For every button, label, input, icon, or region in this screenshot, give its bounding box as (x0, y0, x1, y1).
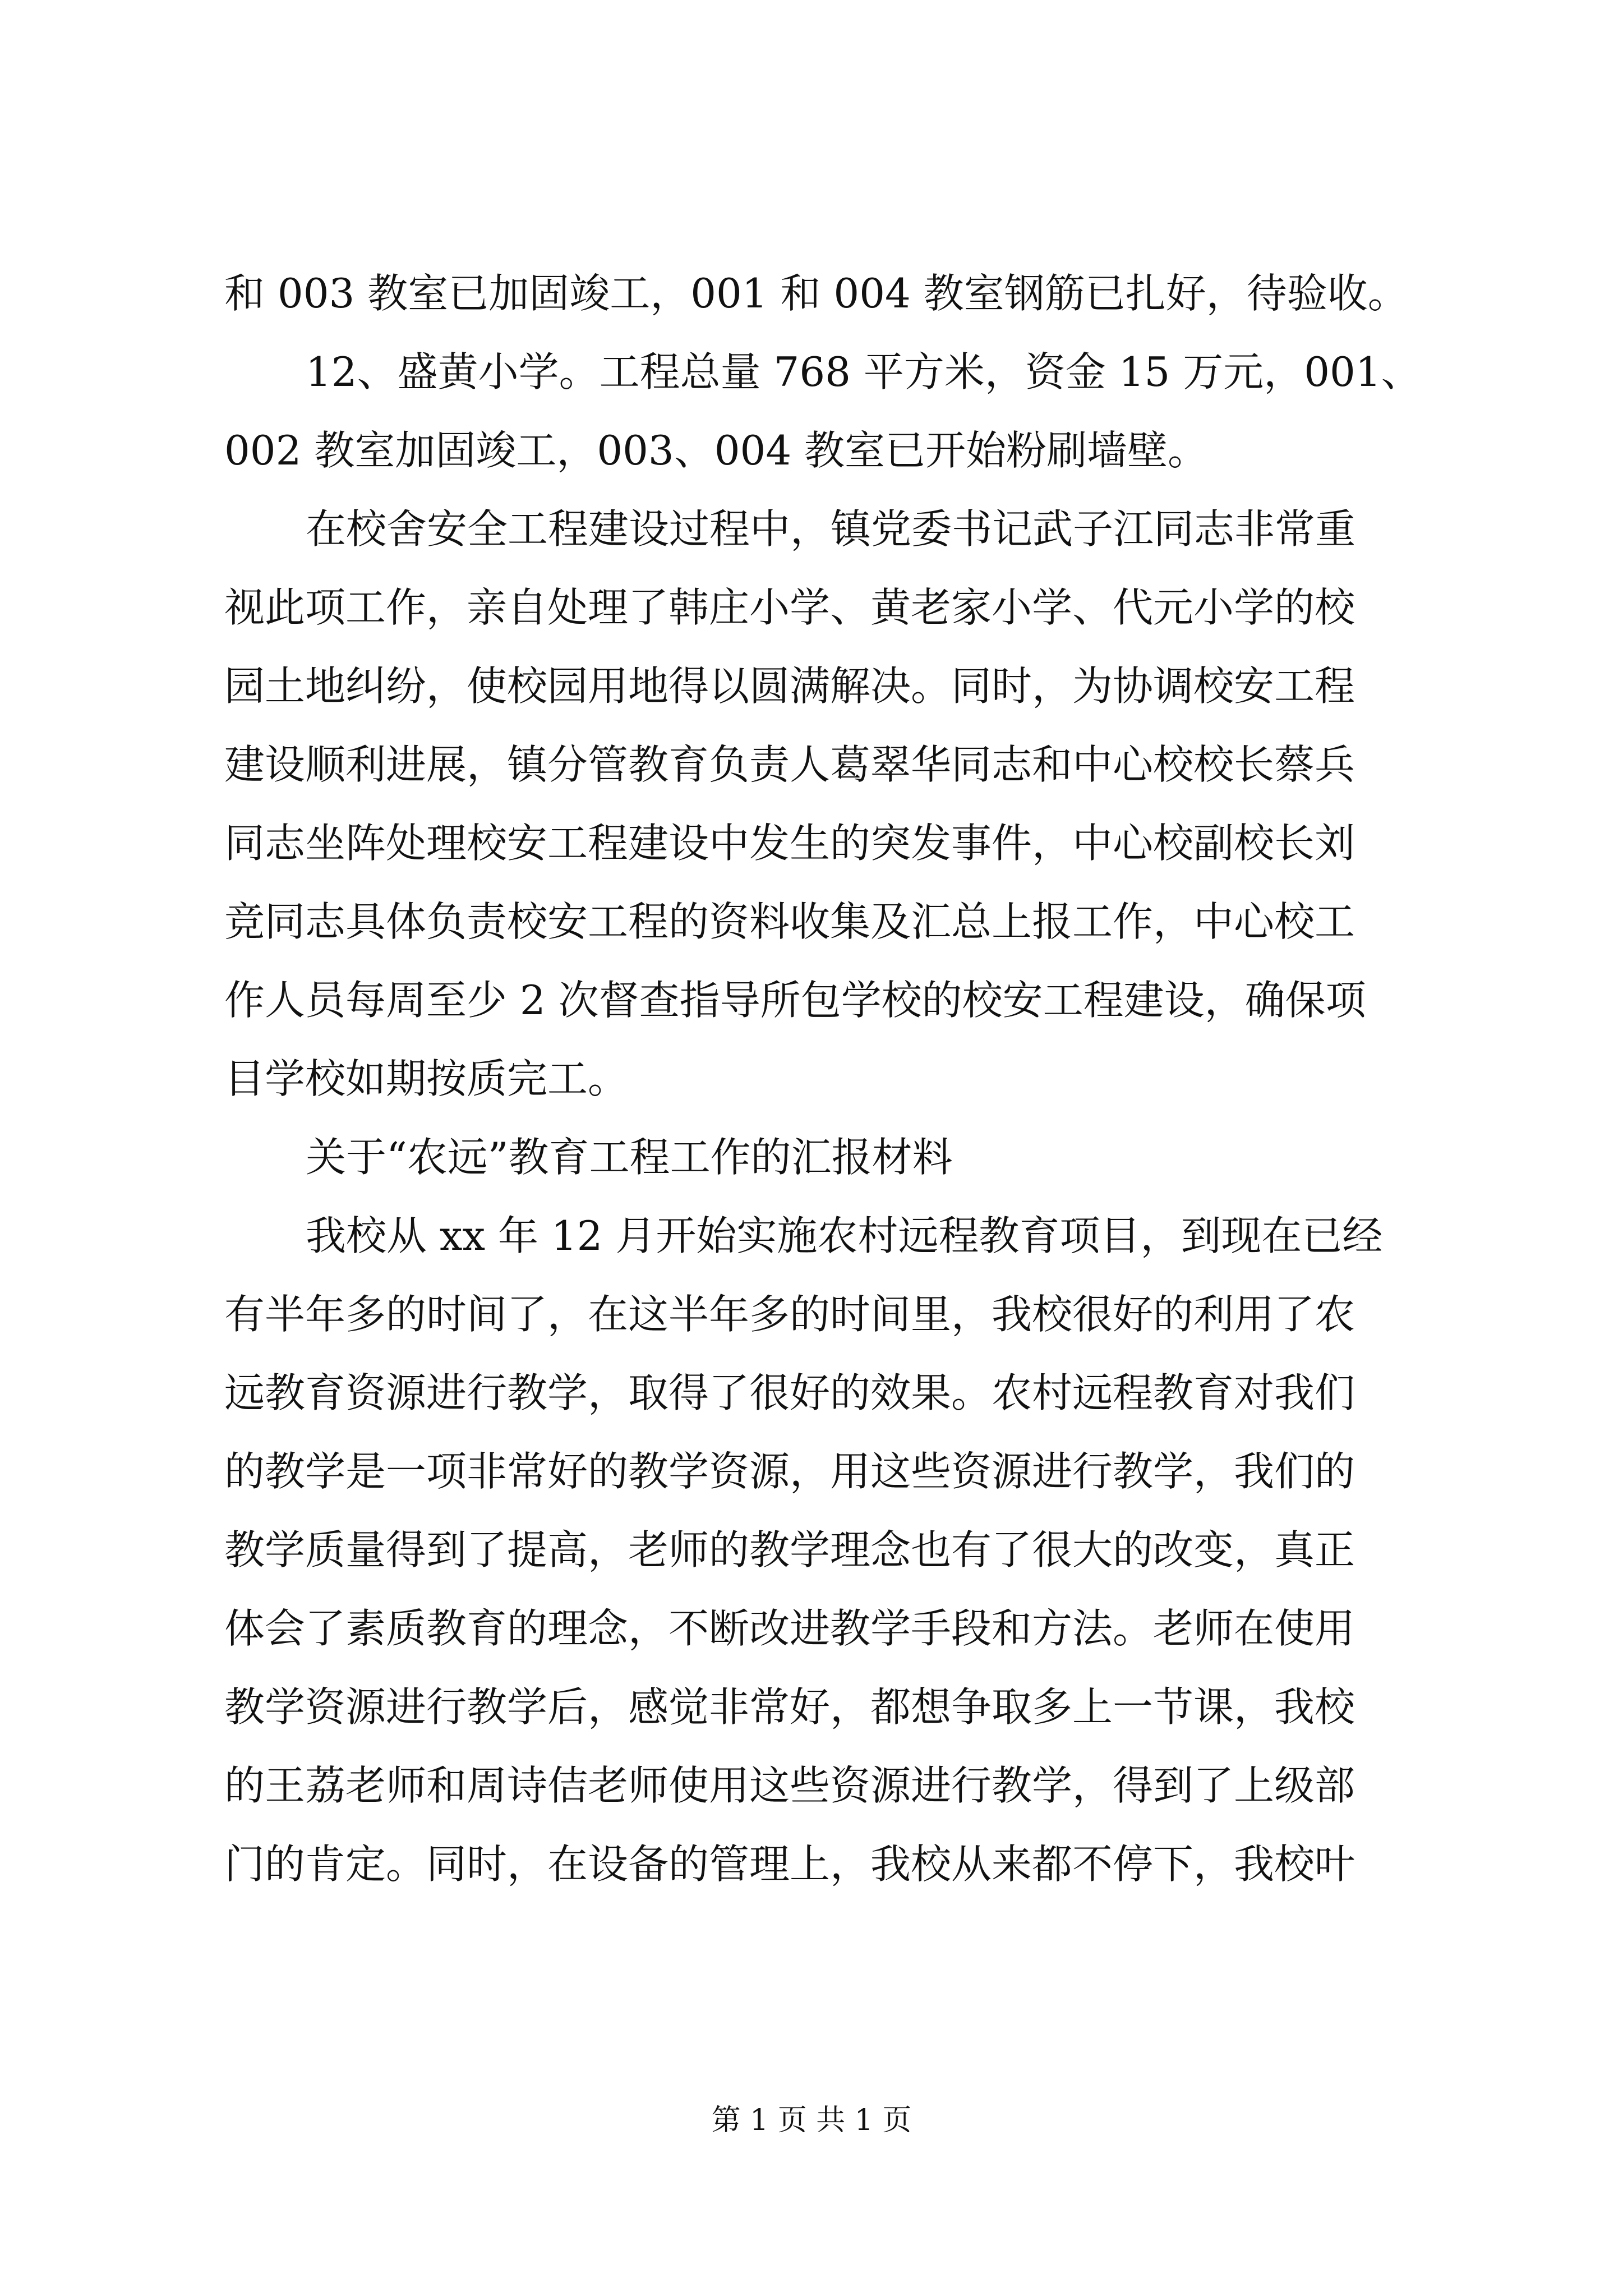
text-line: 作人员每周至少 2 次督查指导所包学校的校安工程建设，确保项 (224, 977, 1366, 1024)
text-line: 教学资源进行教学后，感觉非常好，都想争取多上一节课，我校 (224, 1683, 1355, 1731)
text-line: 有半年多的时间了，在这半年多的时间里，我校很好的利用了农 (224, 1291, 1355, 1338)
text-line: 在校舍安全工程建设过程中，镇党委书记武子江同志非常重 (306, 505, 1356, 553)
text-line: 竞同志具体负责校安工程的资料收集及汇总上报工作，中心校工 (224, 898, 1355, 945)
text-line: 建设顺利进展，镇分管教育负责人葛翠华同志和中心校校长蔡兵 (224, 741, 1355, 788)
text-line: 的王荔老师和周诗佶老师使用这些资源进行教学，得到了上级部 (224, 1762, 1355, 1809)
section-heading: 关于“农远”教育工程工作的汇报材料 (306, 1134, 953, 1181)
text-line: 12、盛黄小学。工程总量 768 平方米，资金 15 万元，001、 (306, 348, 1422, 395)
text-line: 园土地纠纷，使校园用地得以圆满解决。同时，为协调校安工程 (224, 662, 1355, 710)
text-line: 体会了素质教育的理念，不断改进教学手段和方法。老师在使用 (224, 1605, 1355, 1652)
text-line: 门的肯定。同时，在设备的管理上，我校从来都不停下，我校叶 (224, 1841, 1355, 1888)
text-line: 视此项工作，亲自处理了韩庄小学、黄老家小学、代元小学的校 (224, 584, 1355, 631)
page-footer: 第 1 页 共 1 页 (711, 2104, 912, 2137)
text-line: 和 003 教室已加固竣工，001 和 004 教室钢筋已扎好，待验收。 (224, 270, 1408, 317)
text-line: 教学质量得到了提高，老师的教学理念也有了很大的改变，真正 (224, 1526, 1355, 1573)
text-line: 同志坐阵处理校安工程建设中发生的突发事件，中心校副校长刘 (224, 820, 1355, 867)
text-line: 我校从 xx 年 12 月开始实施农村远程教育项目，到现在已经 (306, 1212, 1383, 1259)
text-line: 002 教室加固竣工，003、004 教室已开始粉刷墙壁。 (224, 427, 1209, 474)
text-line: 远教育资源进行教学，取得了很好的效果。农村远程教育对我们 (224, 1369, 1355, 1416)
text-line: 的教学是一项非常好的教学资源，用这些资源进行教学，我们的 (224, 1448, 1355, 1495)
text-line: 目学校如期按质完工。 (224, 1055, 629, 1102)
